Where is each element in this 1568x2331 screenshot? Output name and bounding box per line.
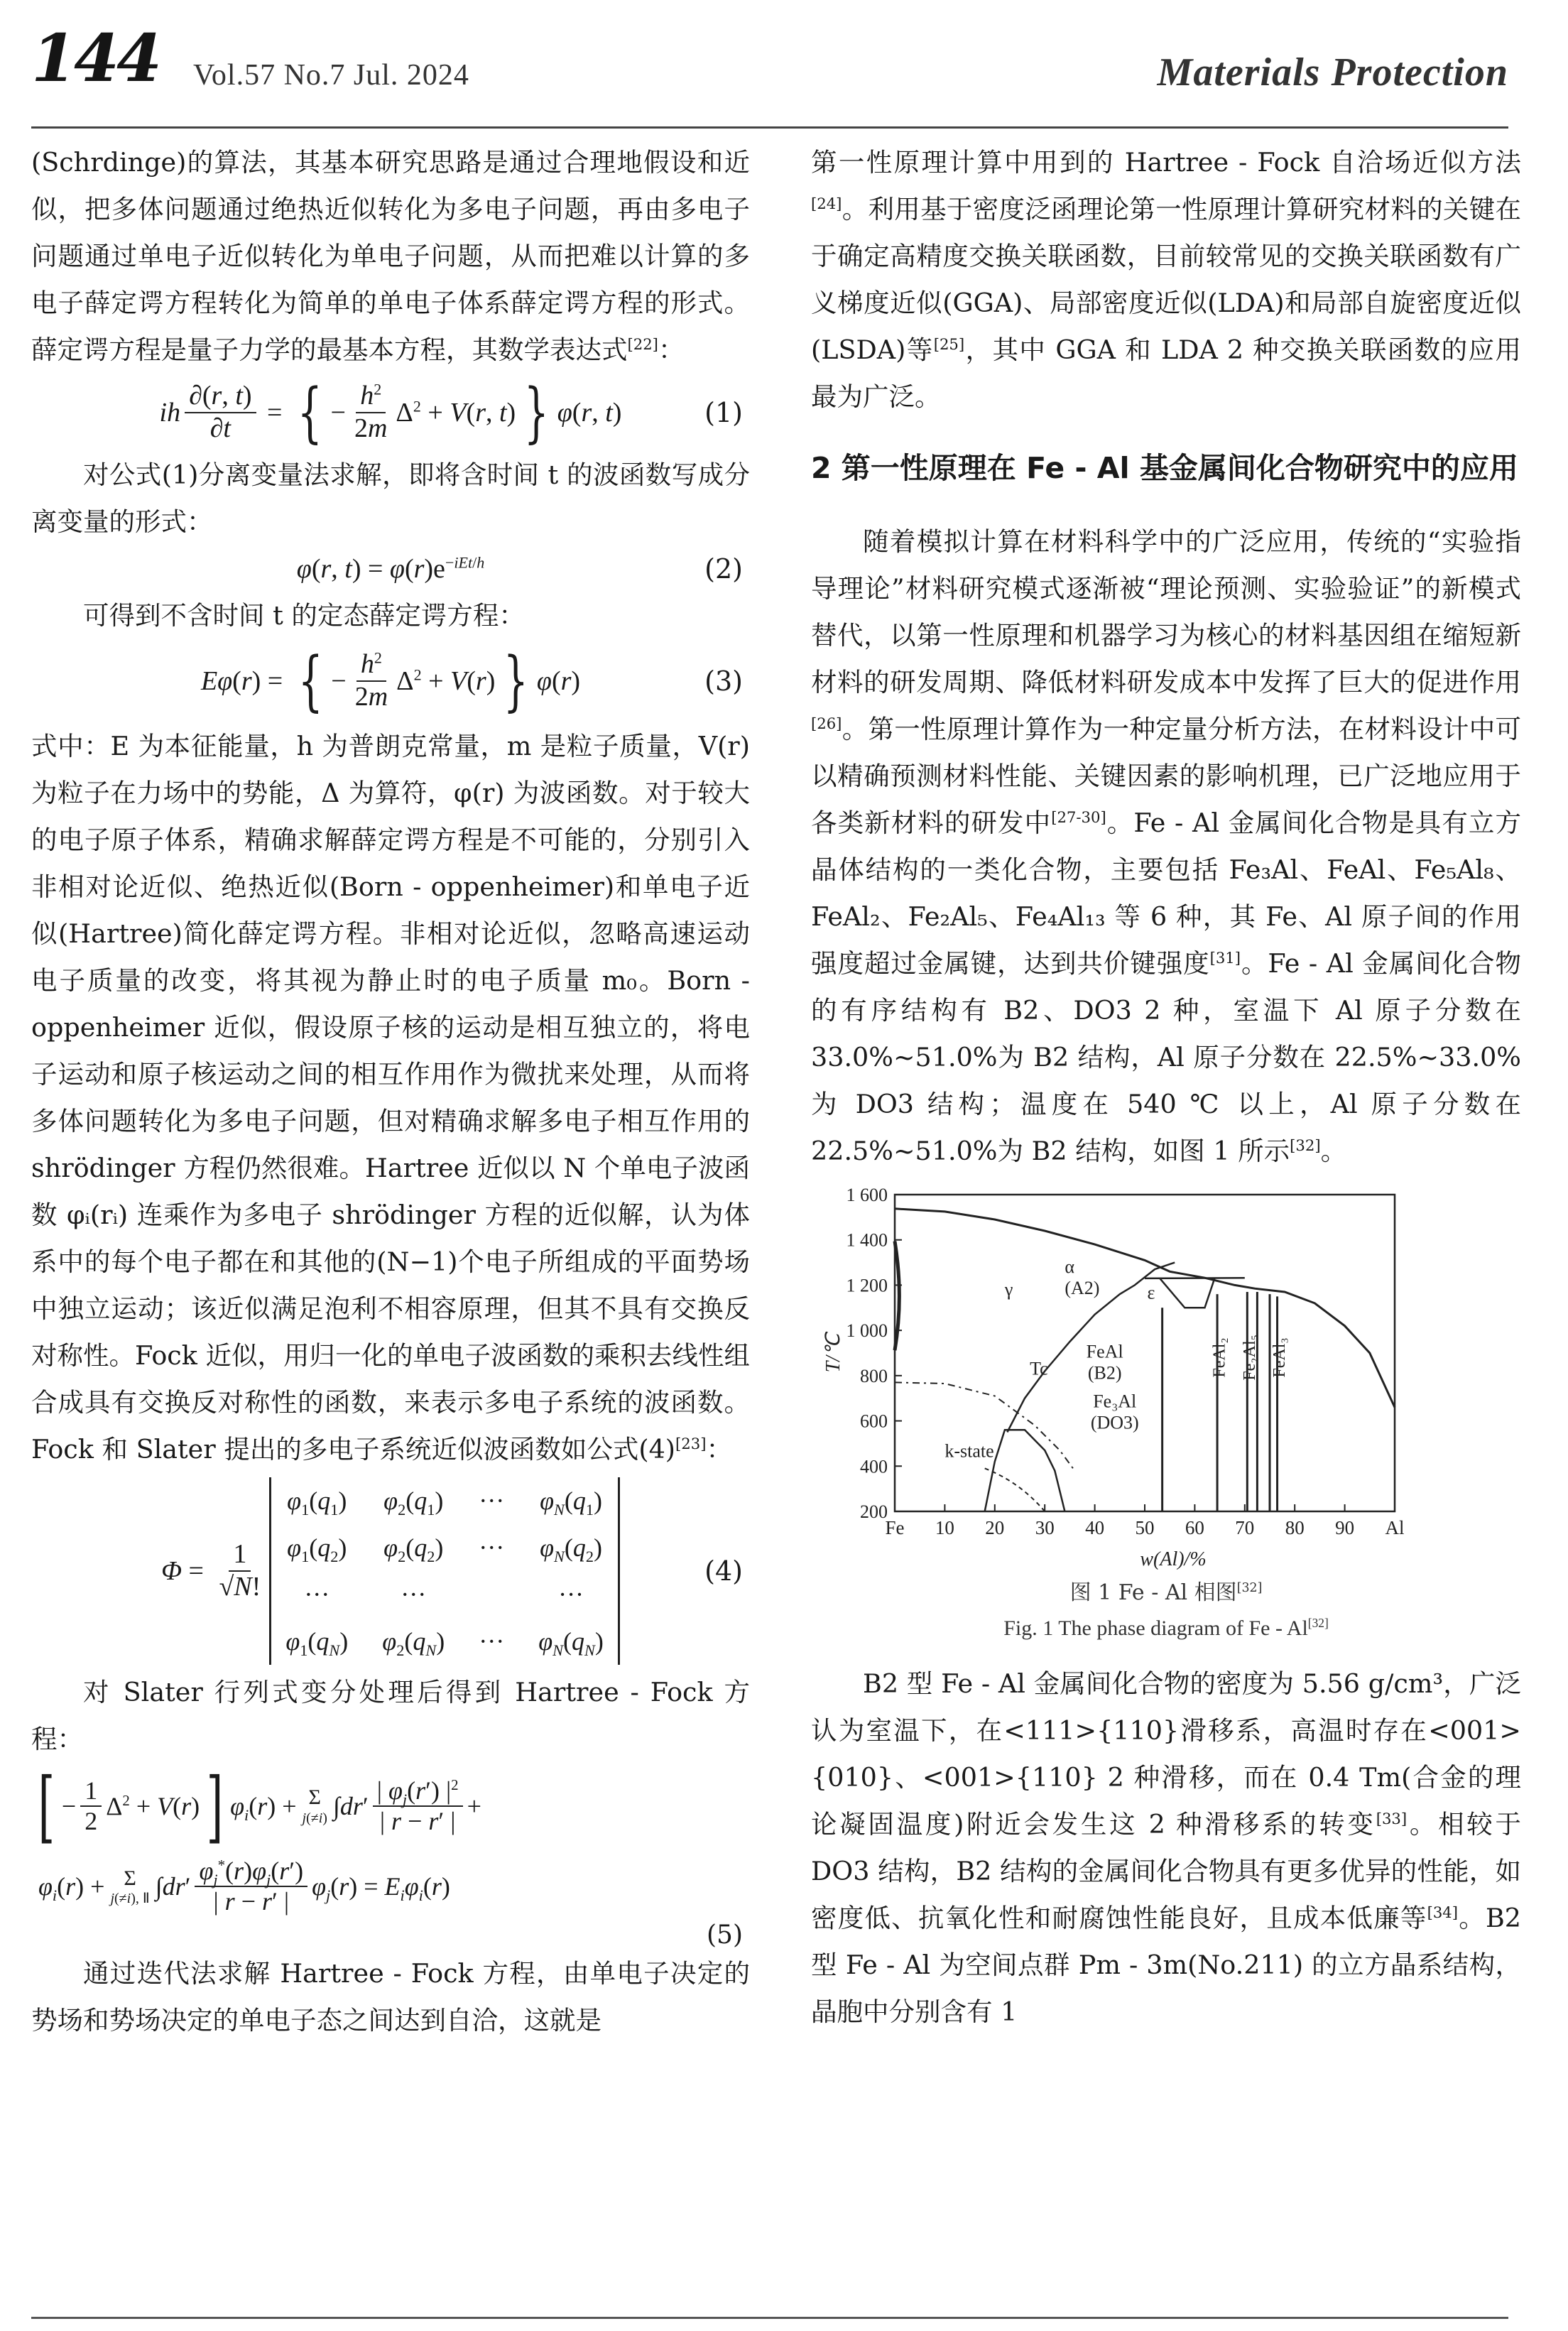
phase-label: Fe₂Al₅	[1240, 1335, 1259, 1381]
phase-diagram	[811, 1178, 1521, 1575]
x-tick-label: Al	[1385, 1517, 1405, 1538]
x-tick-label: 20	[985, 1517, 1005, 1538]
volume-info: Vol.57 No.7 Jul. 2024	[193, 59, 469, 92]
equation-4: Φ = $\frac{1}{√N!}$ $\varphi_1(q_1)$ $\varphi_2(q_1)$ ··· $\varphi_N(q_1)$ $\varphi_1(q_2)$ $\varphi_2(q_2)$ ··· $\varphi_N(q_2)$ ··· ··· ··· $\varphi_1(q_N)$ $\varphi_2(q_N)$ ··· $\varphi_N(q_N)$ (4)	[31, 1473, 750, 1669]
phase-label: FeAl	[1086, 1341, 1123, 1362]
do3-boundary	[985, 1430, 1065, 1511]
paragraph: 对公式(1)分离变量法求解，即将含时间 t 的波函数写成分离变量的形式：	[31, 460, 750, 537]
phase-label: ε	[1147, 1282, 1155, 1303]
x-tick-label: 90	[1335, 1517, 1355, 1538]
equation-number: (5)	[707, 1920, 743, 1950]
citation: [27-30]	[1051, 808, 1106, 826]
figure-caption-en: Fig. 1 The phase diagram of Fe - Al[32]	[1003, 1616, 1329, 1640]
y-tick-label: 800	[860, 1365, 888, 1386]
phase-label: k-state	[944, 1440, 994, 1462]
slater-determinant: $\varphi_1(q_1)$ $\varphi_2(q_1)$ ··· $\varphi_N(q_1)$ $\varphi_1(q_2)$ $\varphi_2(q_2)$ ··· $\varphi_N(q_2)$ ··· ··· ··· $\varphi_1(q_N)$ $\varphi_2(q_N)$ ··· $\varphi_N(q_N)$	[269, 1477, 620, 1665]
phase-label: (B2)	[1087, 1362, 1122, 1384]
equation-number: (1)	[704, 397, 743, 428]
paragraph: 对 Slater 行列式变分处理后得到 Hartree - Fock 方程：	[31, 1677, 750, 1754]
phase-label: FeAl₃	[1270, 1337, 1290, 1378]
equation-number: (2)	[704, 553, 743, 585]
equation-5: [ − $\frac{1}{2}$ $\Delta^2 + V(r)$ ] $\varphi_i(r)$ + Σ j(≠i) ∫dr′ $\frac{| \varphi_j(r') |^2}{| r - r' |}$ + $\varphi_i(r)$ + Σ j(≠i), Ⅱ ∫dr′ $\frac{\varphi_j^*(r)\varphi_j(r')}{| r - r' |}$ $\varphi_j(r) = E_i\varphi_i(r)$ (5)	[31, 1763, 750, 1950]
phase-label: (A2)	[1065, 1277, 1100, 1298]
y-tick-label: 600	[860, 1411, 888, 1432]
y-tick-label: 1 200	[846, 1275, 888, 1296]
phase-label: FeAl₂	[1210, 1337, 1229, 1378]
x-tick-label: 70	[1235, 1517, 1255, 1538]
x-tick-label: 60	[1185, 1517, 1204, 1538]
citation: [22]	[627, 335, 658, 353]
equation-number: (3)	[704, 665, 743, 697]
phase-label: (DO3)	[1090, 1412, 1139, 1433]
citation: [23]	[675, 1434, 707, 1452]
y-tick-label: 1 000	[846, 1320, 888, 1342]
x-tick-label: 30	[1035, 1517, 1055, 1538]
paragraph: 第一性原理计算中用到的 Hartree - Fock 自洽场近似方法[24]。利用基于密度泛函理论第一性原理计算研究材料的关键在于确定高精度交换关联函数，目前较常见的交换关联函数有广义梯度近似(GGA)、局部密度近似(LDA)和局部自旋密度近似(LSDA)等[25]，其中 GGA 和 LDA 2 种交换关联函数的应用最为广泛。	[811, 147, 1521, 412]
y-tick-label: 1 400	[846, 1229, 888, 1251]
plot-frame	[895, 1195, 1395, 1511]
phase-label: Tc	[1030, 1358, 1048, 1379]
equation-3: Eφ(r) = { − $\frac{h^2}{2m}$ $\Delta^2 + V(r)$ } φ(r) (3)	[200, 643, 743, 719]
k-state-line	[985, 1468, 1045, 1511]
citation: [24]	[811, 194, 842, 212]
paragraph: (Schrdinge)的算法，其基本研究思路是通过合理地假设和近似，把多体问题通过绝热近似转化为多电子问题，再由多电子问题通过单电子近似转化为单电子问题，从而把难以计算的多电子薛定谔方程转化为简单的单电子体系薛定谔方程的形式。薛定谔方程是量子力学的最基本方程，其数学表达式[22]：	[31, 147, 750, 365]
paragraph: 通过迭代法求解 Hartree - Fock 方程，由单电子决定的势场和势场决定的单电子态之间达到自洽，这就是	[31, 1958, 750, 2036]
x-tick-label: 80	[1285, 1517, 1305, 1538]
x-tick-label: 50	[1135, 1517, 1155, 1538]
x-tick-label: Fe	[885, 1517, 905, 1538]
paragraph: B2 型 Fe - Al 金属间化合物的密度为 5.56 g/cm³，广泛认为室温下，在<111>{110}滑移系，高温时存在<001>{010}、<001>{110} 2 种滑移，而在 0.4 Tm(合金的理论凝固温度)附近会发生这 2 种滑移系的转变[33]。相较于 DO3 结构，B2 结构的金属间化合物具有更多优异的性能，如密度低、抗氧化性和耐腐蚀性能良好，且成本低廉等[34]。B2 型 Fe - Al 为空间点群 Pm - 3m(No.211) 的立方晶系结构，晶胞中分别含有 1	[811, 1668, 1522, 2027]
citation: [34]	[1427, 1903, 1459, 1921]
citation: [33]	[1376, 1809, 1408, 1827]
y-tick-label: 200	[860, 1501, 888, 1522]
x-tick-label: 10	[935, 1517, 954, 1538]
x-axis-label: w(Al)/%	[1140, 1548, 1207, 1570]
right-column	[811, 139, 1521, 2036]
citation: [32]	[1290, 1136, 1321, 1154]
journal-name: Materials Protection	[1157, 50, 1508, 94]
phase-label: Fe₃Al	[1093, 1391, 1137, 1412]
citation: [25]	[933, 335, 965, 353]
equation-2: φ(r, $t) = \varphi(r)e^{-iEt/h}$ (2)	[31, 545, 750, 592]
phase-label: γ	[1004, 1278, 1013, 1300]
phase-diagram-figure	[811, 1178, 1521, 1575]
footer-rule	[31, 2317, 1508, 2319]
equation-number: (4)	[704, 1555, 743, 1587]
citation: [31]	[1209, 948, 1241, 967]
equation-1: ih $\frac{\partial(r, t)}{\partial t}$ = { − $\frac{h^2}{2m}$ $\Delta^2 + V(r$, t) } φ(r, t) (1)	[159, 374, 743, 450]
y-tick-label: 400	[860, 1456, 888, 1477]
x-tick-label: 40	[1085, 1517, 1105, 1538]
y-axis-label: T/℃	[822, 1333, 844, 1373]
paragraph: 随着模拟计算在材料科学中的广泛应用，传统的“实验指导理论”材料研究模式逐渐被“理论预测、实验验证”的新模式替代，以第一性原理和机器学习为核心的材料基因组在缩短新材料的研发周期、降低材料研发成本中发挥了巨大的促进作用[26]。第一性原理计算作为一种定量分析方法，在材料设计中可以精确预测材料性能、关键因素的影响机理，已广泛地应用于各类新材料的研发中[27-30]。Fe - Al 金属间化合物是具有立方晶体结构的一类化合物，主要包括 Fe₃Al、FeAl、Fe₅Al₈、FeAl₂、Fe₂Al₅、Fe₄Al₁₃ 等 6 种，其 Fe、Al 原子间的作用强度超过金属键，达到共价键强度[31]。Fe - Al 金属间化合物的有序结构有 B2、DO3 2 种，室温下 Al 原子分数在 33.0%~51.0%为 B2 结构，Al 原子分数在 22.5%~33.0%为 DO3 结构；温度在 540 ℃ 以上，Al 原子分数在22.5%~51.0%为 B2 结构，如图 1 所示[32]。	[811, 526, 1522, 1166]
header-rule	[31, 126, 1508, 129]
section-heading: 2 第一性原理在 Fe - Al 基金属间化合物研究中的应用	[811, 451, 1518, 485]
page-number: 144	[31, 20, 160, 97]
left-column	[31, 139, 750, 2044]
figure-caption-cn: 图 1 Fe - Al 相图[32]	[1069, 1580, 1263, 1605]
paragraph: 可得到不含时间 t 的定态薛定谔方程：	[83, 600, 525, 631]
epsilon-region	[1160, 1278, 1214, 1308]
liquidus-curve	[895, 1209, 1395, 1408]
paragraph: 式中：E 为本征能量，h 为普朗克常量，m 是粒子质量，V(r) 为粒子在力场中的势能，Δ 为算符，φ(r) 为波函数。对于较大的电子原子体系，精确求解薛定谔方程是不可能的，分别引入非相对论近似、绝热近似(Born - oppenheimer)和单电子近似(Hartree)简化薛定谔方程。非相对论近似，忽略高速运动电子质量的改变，将其视为静止时的电子质量 m₀。Born - oppenheimer 近似，假设原子核的运动是相互独立的，将电子运动和原子核运动之间的相互作用作为微扰来处理，从而将多体问题转化为多电子问题，但对精确求解多电子相互作用的 shrödinger 方程仍然很难。Hartree 近似以 N 个单电子波函数 φᵢ(rᵢ) 连乘作为多电子 shrödinger 方程的近似解，认为体系中的每个电子都在和其他的(N−1)个电子所组成的平面势场中独立运动；该近似满足泡利不相容原理，但其不具有交换反对称性。Fock 近似，用归一化的单电子波函数的乘积去线性组合成具有交换反对称性的函数，来表示多电子系统的波函数。Fock 和 Slater 提出的多电子系统近似波函数如公式(4)[23]：	[31, 731, 750, 1465]
y-tick-label: 1 600	[846, 1185, 888, 1205]
citation: [26]	[811, 714, 842, 732]
phase-label: α	[1065, 1256, 1074, 1277]
